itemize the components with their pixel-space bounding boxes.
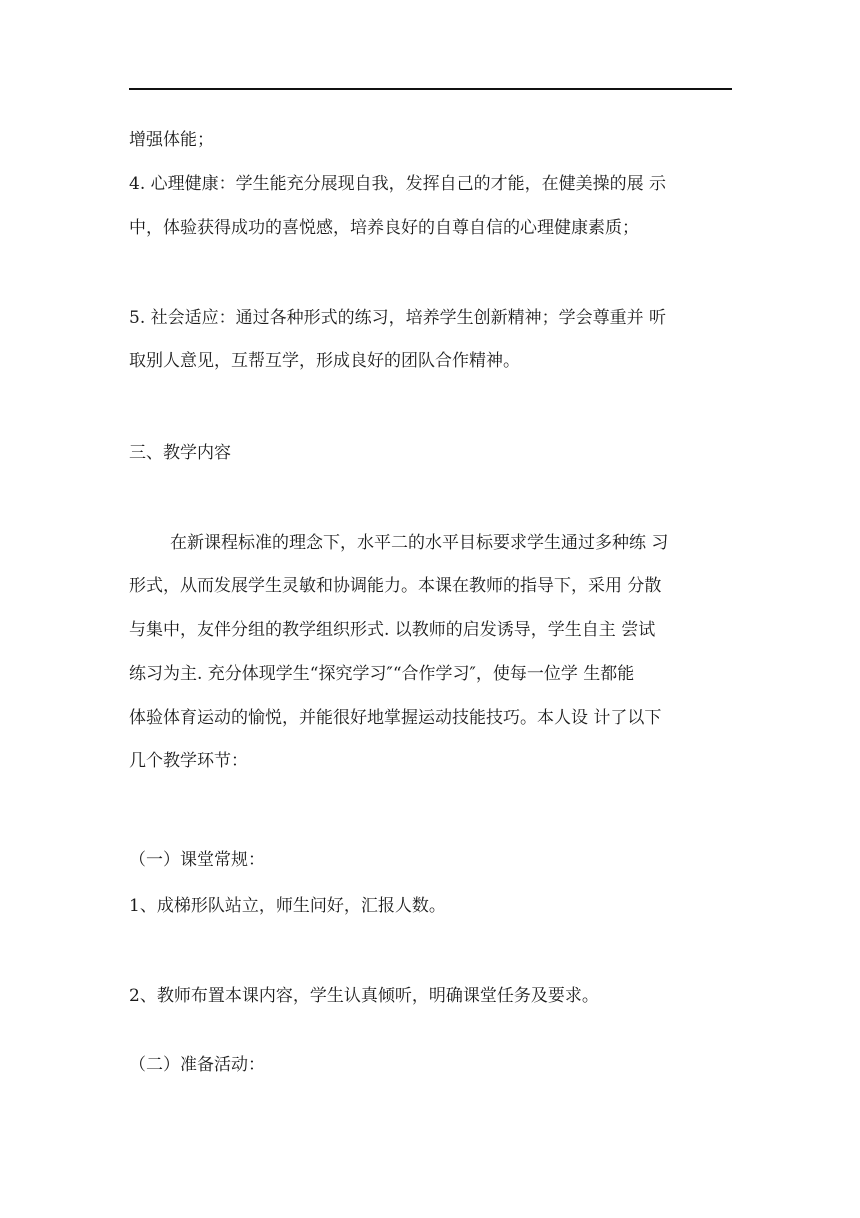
subsection-heading: （一）课堂常规： <box>129 850 265 870</box>
text-line: 取别人意见，互帮互学，形成良好的团队合作精神。 <box>129 351 520 371</box>
list-item: 2、教师布置本课内容，学生认真倾听，明确课堂任务及要求。 <box>129 986 599 1006</box>
section-heading: 三、教学内容 <box>129 443 231 463</box>
text-line: 中，体验获得成功的喜悦感，培养良好的自尊自信的心理健康素质； <box>129 218 639 238</box>
list-item-social-adaptation: 5. 社会适应：通过各种形式的练习，培养学生创新精神；学会尊重并 听 <box>129 308 667 328</box>
paragraph-line: 形式，从而发展学生灵敏和协调能力。本课在教师的指导下，采用 分散 <box>129 576 662 596</box>
list-item-mental-health: 4. 心理健康：学生能充分展现自我，发挥自己的才能，在健美操的展 示 <box>129 174 667 194</box>
list-item: 1、成梯形队站立，师生问好，汇报人数。 <box>129 896 446 916</box>
paragraph-line: 体验体育运动的愉悦，并能很好地掌握运动技能技巧。本人设 计了以下 <box>129 708 662 728</box>
subsection-heading: （二）准备活动： <box>129 1055 265 1075</box>
paragraph-line: 在新课程标准的理念下，水平二的水平目标要求学生通过多种练 习 <box>170 533 669 553</box>
header-rule <box>129 88 732 90</box>
paragraph-line: 练习为主. 充分体现学生“探究学习″“合作学习″，使每一位学 生都能 <box>129 664 635 684</box>
paragraph-line: 与集中，友伴分组的教学组织形式. 以教师的启发诱导，学生自主 尝试 <box>129 620 656 640</box>
paragraph-line: 几个教学环节： <box>129 751 248 771</box>
text-line: 增强体能； <box>129 130 214 150</box>
